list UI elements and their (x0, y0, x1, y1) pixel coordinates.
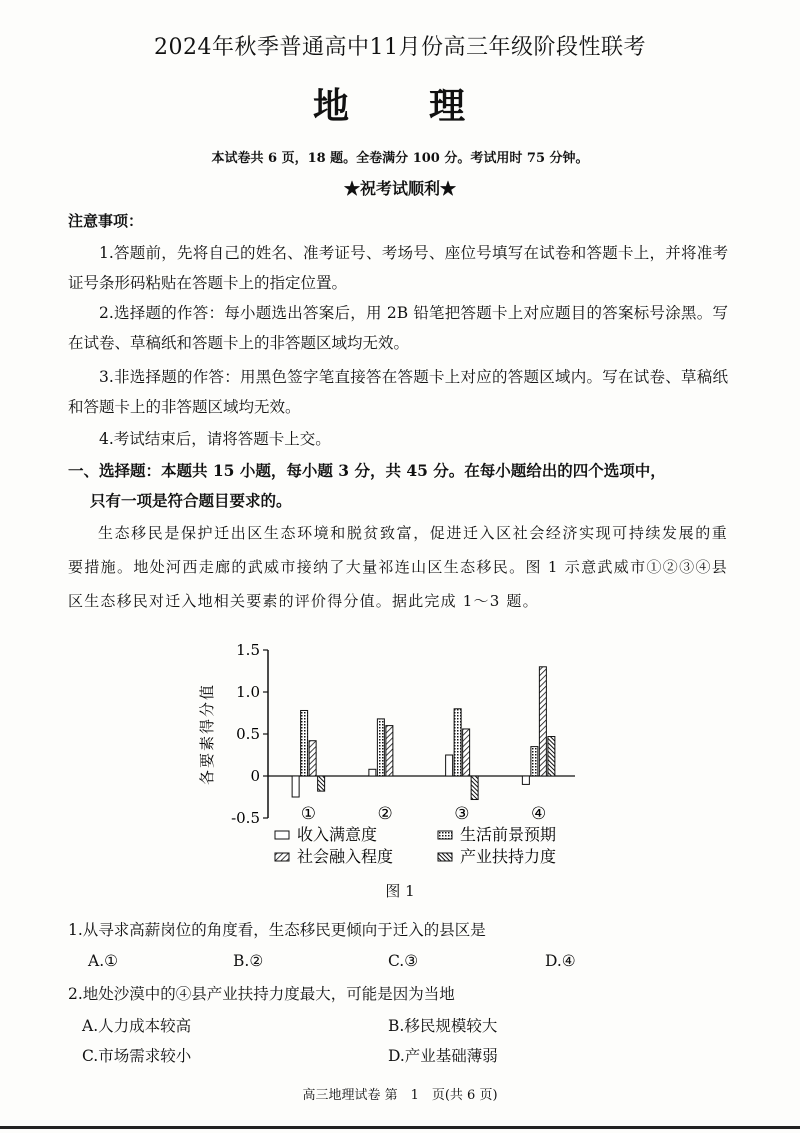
question-1-option-c: C.③ (388, 952, 419, 970)
bar (471, 776, 478, 800)
legend-label: 产业扶持力度 (460, 847, 557, 866)
good-luck-banner: ★祝考试顺利★ (343, 179, 456, 198)
x-tick-label: ① (300, 804, 316, 824)
bar (301, 710, 308, 776)
bar (309, 741, 316, 776)
y-tick-label: -0.5 (231, 809, 260, 827)
bar (539, 667, 546, 776)
notice-item-2: 2.选择题的作答：每小题选出答案后，用 2B 铅笔把答题卡上对应题目的答案标号涂黑。写在试卷、草稿纸和答题卡上的非答题区域均无效。 (68, 304, 728, 352)
bar (369, 769, 376, 776)
figure-caption: 图 1 (385, 882, 415, 900)
question-2-option-b: B.移民规模较大 (388, 1017, 498, 1035)
bar (446, 755, 453, 776)
section-title (68, 456, 748, 516)
legend-label: 收入满意度 (297, 825, 378, 844)
bar (531, 747, 538, 776)
question-1-stem: 1.从寻求高薪岗位的角度看，生态移民更倾向于迁入的县区是 (68, 921, 486, 939)
bar (318, 776, 325, 791)
figure-1-chart (190, 640, 610, 890)
legend-swatch (438, 831, 452, 839)
y-axis-label: 各要素得分值 (198, 682, 216, 786)
bar-chart-svg (190, 640, 610, 890)
bar (522, 776, 529, 784)
legend-swatch (438, 853, 452, 861)
legend-label: 生活前景预期 (460, 825, 557, 844)
notice-heading: 注意事项： (68, 212, 144, 230)
x-tick-label: ② (377, 804, 393, 824)
question-2-option-a: A.人力成本较高 (82, 1017, 192, 1035)
legend-swatch (275, 853, 289, 861)
question-2-stem: 2.地处沙漠中的④县产业扶持力度最大，可能是因为当地 (68, 985, 455, 1003)
notice-item-4: 4.考试结束后，请将答题卡上交。 (99, 430, 331, 448)
legend-label: 社会融入程度 (297, 847, 394, 866)
bar (386, 726, 393, 776)
page-footer: 高三地理试卷 第 1 页(共 6 页) (302, 1088, 498, 1103)
section-title-line1: 一、选择题：本题共 15 小题，每小题 3 分，共 45 分。在每小题给出的四个选项中， (68, 461, 666, 480)
question-1-option-d: D.④ (545, 952, 576, 970)
y-tick-label: 0.5 (236, 725, 260, 743)
notice-item-1: 1.答题前，先将自己的姓名、准考证号、考场号、座位号填写在试卷和答题卡上，并将准考证号条形码粘贴在答题卡上的指定位置。 (68, 244, 728, 292)
x-tick-label: ③ (454, 804, 470, 824)
exam-title: 2024年秋季普通高中11月份高三年级阶段性联考 (154, 35, 646, 60)
y-tick-label: 1.0 (236, 683, 260, 701)
notice-item-3: 3.非选择题的作答：用黑色签字笔直接答在答题卡上对应的答题区域内。写在试卷、草稿纸和答题卡上的非答题区域均无效。 (68, 368, 728, 416)
question-2-option-c: C.市场需求较小 (82, 1047, 192, 1065)
y-tick-label: 1.5 (236, 641, 260, 659)
bar (454, 709, 461, 776)
y-tick-label: 0 (250, 767, 260, 785)
bar (548, 737, 555, 776)
question-2-option-d: D.产业基础薄弱 (388, 1047, 498, 1065)
bottom-rule (0, 1126, 800, 1129)
bar (463, 729, 470, 776)
legend-swatch (275, 831, 289, 839)
exam-info: 本试卷共 6 页，18 题。全卷满分 100 分。考试用时 75 分钟。 (211, 151, 589, 166)
subject-title: 地 理 (312, 86, 487, 127)
section-title-line2: 只有一项是符合题目要求的。 (90, 491, 292, 510)
question-intro: 生态移民是保护迁出区生态环境和脱贫致富，促进迁入区社会经济实现可持续发展的重要措施。地处河西走廊的武威市接纳了大量祁连山区生态移民。图 1 示意武威市①②③④县区生态移民对迁入地相关要素的评价得分值。据此完成 1～3 题。 (68, 524, 728, 610)
question-1-option-a: A.① (88, 952, 119, 970)
x-tick-label: ④ (531, 804, 547, 824)
bar (377, 719, 384, 776)
question-1-option-b: B.② (233, 952, 264, 970)
bar (292, 776, 299, 797)
